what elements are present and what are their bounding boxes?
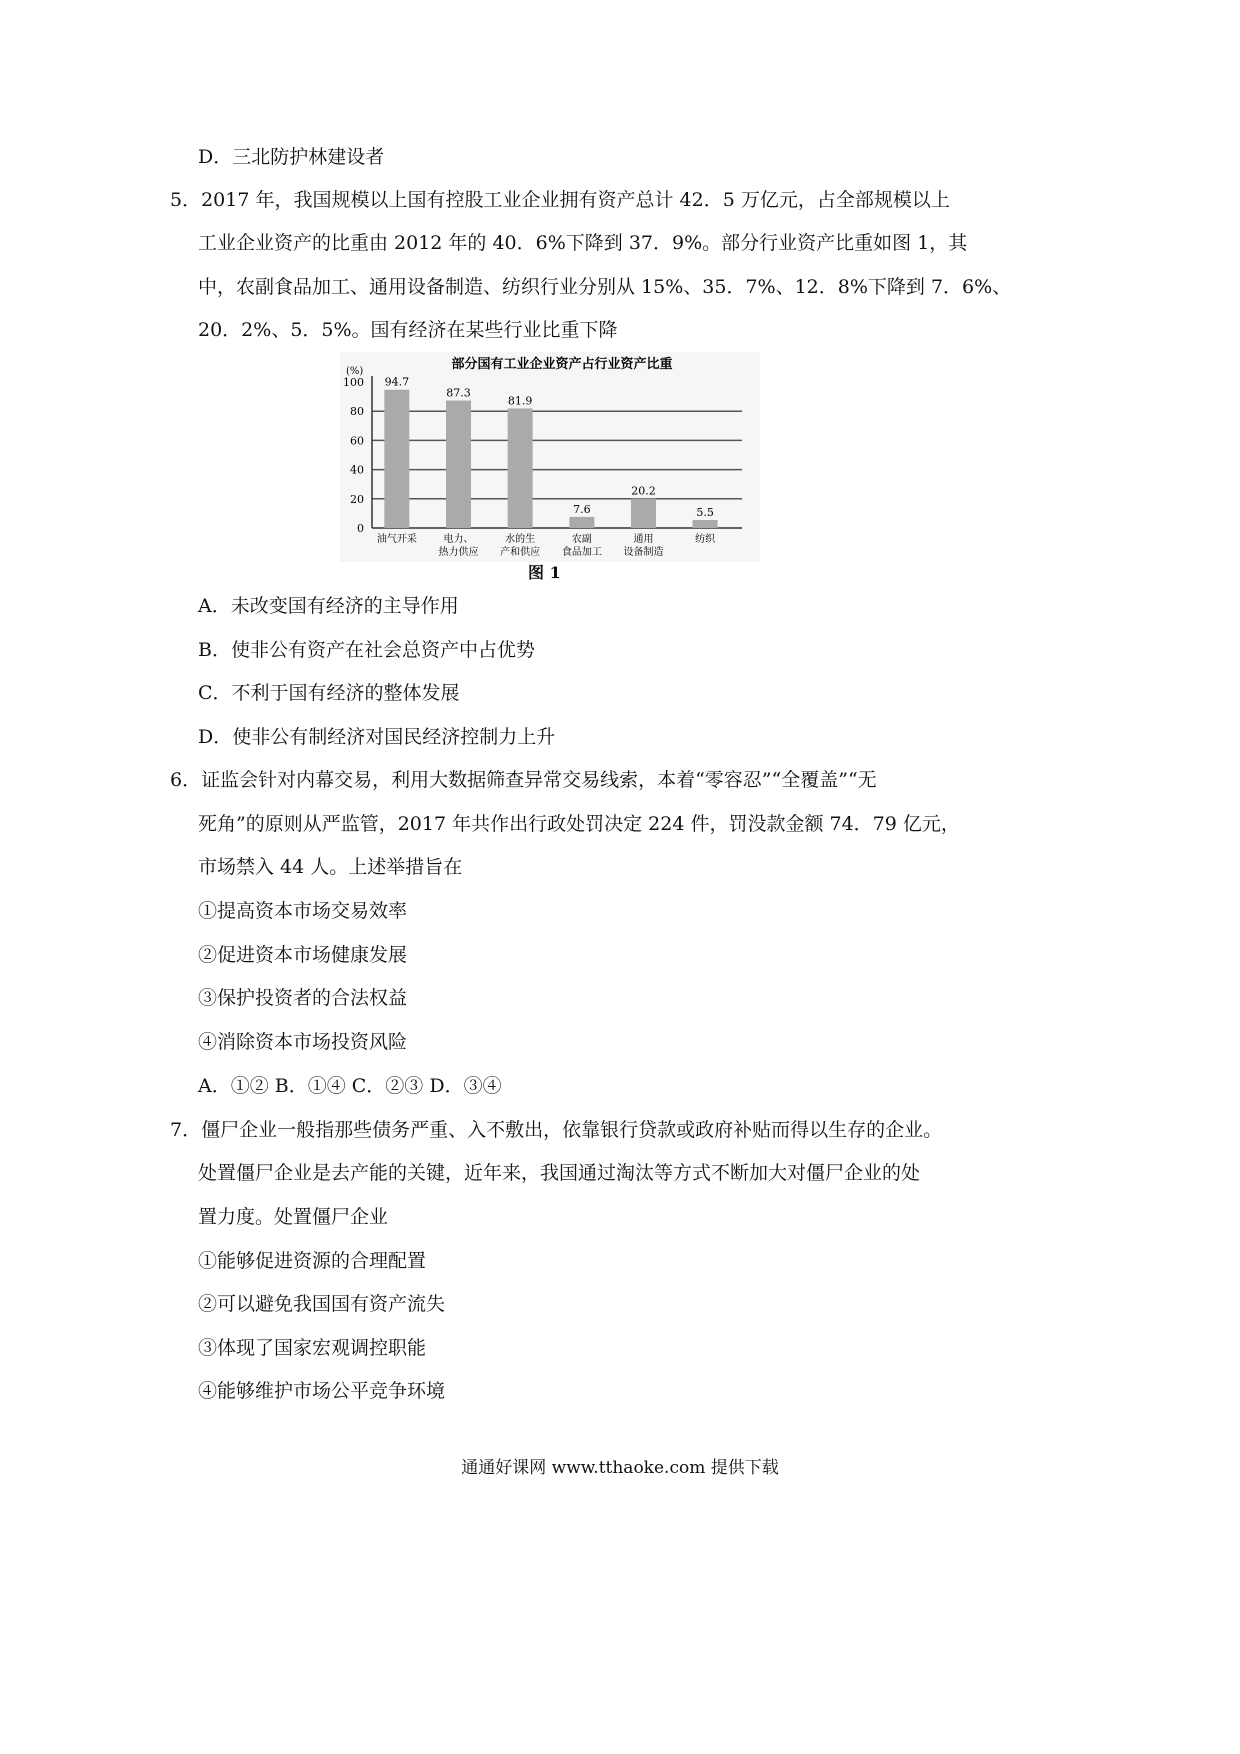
text-line: ③体现了国家宏观调控职能: [198, 1337, 427, 1359]
bar: [693, 520, 718, 528]
text-line: 中，农副食品加工、通用设备制造、纺织行业分别从 15%、35．7%、12．8%下降到 7．6%、: [198, 276, 1012, 298]
y-tick-label: 40: [350, 463, 364, 477]
text-line: 市场禁入 44 人。上述举措旨在: [198, 856, 463, 878]
x-tick-label: 食品加工: [561, 547, 602, 558]
text-line: ④能够维护市场公平竞争环境: [198, 1380, 446, 1402]
text-line: 6．证监会针对内幕交易，利用大数据筛查异常交易线索，本着“零容忍”“全覆盖”“无: [170, 769, 877, 791]
text-line: 处置僵尸企业是去产能的关键，近年来，我国通过淘汰等方式不断加大对僵尸企业的处: [198, 1162, 921, 1184]
text-line: 工业企业资产的比重由 2012 年的 40．6%下降到 37．9%。部分行业资产比重如图 1，其: [198, 232, 968, 254]
data-label: 20.2: [631, 484, 656, 498]
x-tick-label: 农副: [571, 534, 592, 545]
y-tick-label: 80: [350, 405, 364, 419]
x-tick-label: 产和供应: [500, 547, 541, 558]
bar: [631, 499, 656, 528]
text-line: A．未改变国有经济的主导作用: [198, 595, 459, 617]
text-line: D．使非公有制经济对国民经济控制力上升: [198, 726, 556, 748]
page-footer: 通通好课网 www.tthaoke.com 提供下载: [461, 1458, 779, 1478]
data-label: 94.7: [384, 375, 410, 389]
text-line: 死角”的原则从严监管，2017 年共作出行政处罚决定 224 件，罚没款金额 74．79 亿元，: [198, 813, 960, 835]
data-label: 87.3: [446, 386, 471, 400]
bar: [569, 517, 594, 528]
bar: [384, 390, 409, 528]
x-tick-label: 电力、: [443, 534, 474, 545]
chart-title: 部分国有工业企业资产占行业资产比重: [451, 357, 673, 372]
bar: [508, 408, 533, 528]
data-label: 81.9: [507, 394, 533, 408]
text-line: ②可以避免我国国有资产流失: [198, 1293, 446, 1315]
text-line: C．不利于国有经济的整体发展: [198, 682, 460, 704]
text-line: 5．2017 年，我国规模以上国有控股工业企业拥有资产总计 42．5 万亿元，占全部规模以上: [170, 189, 950, 211]
bar-chart: [340, 352, 760, 562]
x-tick-label: 设备制造: [623, 547, 664, 558]
y-axis-label: (%): [346, 366, 364, 377]
bar: [446, 401, 471, 528]
text-line: ①能够促进资源的合理配置: [198, 1250, 427, 1272]
figure-caption: 图 1: [528, 563, 561, 582]
text-line: 置力度。处置僵尸企业: [198, 1206, 389, 1228]
text-line: ③保护投资者的合法权益: [198, 987, 408, 1009]
x-tick-label: 纺织: [695, 534, 716, 545]
data-label: 7.6: [573, 502, 591, 516]
x-tick-label: 通用: [633, 534, 654, 545]
text-line: D．三北防护林建设者: [198, 146, 385, 168]
x-tick-label: 水的生: [505, 534, 536, 545]
text-line: B．使非公有资产在社会总资产中占优势: [198, 639, 535, 661]
x-tick-label: 油气开采: [376, 534, 417, 545]
text-line: ①提高资本市场交易效率: [198, 900, 408, 922]
text-line: A．①② B．①④ C．②③ D．③④: [198, 1075, 502, 1097]
y-tick-label: 20: [350, 492, 364, 506]
text-line: ②促进资本市场健康发展: [198, 944, 408, 966]
text-line: 7．僵尸企业一般指那些债务严重、入不敷出，依靠银行贷款或政府补贴而得以生存的企业。: [170, 1119, 943, 1141]
y-tick-label: 60: [350, 434, 364, 448]
x-tick-label: 热力供应: [438, 547, 479, 558]
y-tick-label: 0: [357, 522, 364, 535]
text-line: 20．2%、5．5%。国有经济在某些行业比重下降: [198, 319, 618, 341]
y-tick-label: 100: [343, 376, 364, 389]
text-line: ④消除资本市场投资风险: [198, 1031, 408, 1053]
data-label: 5.5: [696, 505, 714, 519]
